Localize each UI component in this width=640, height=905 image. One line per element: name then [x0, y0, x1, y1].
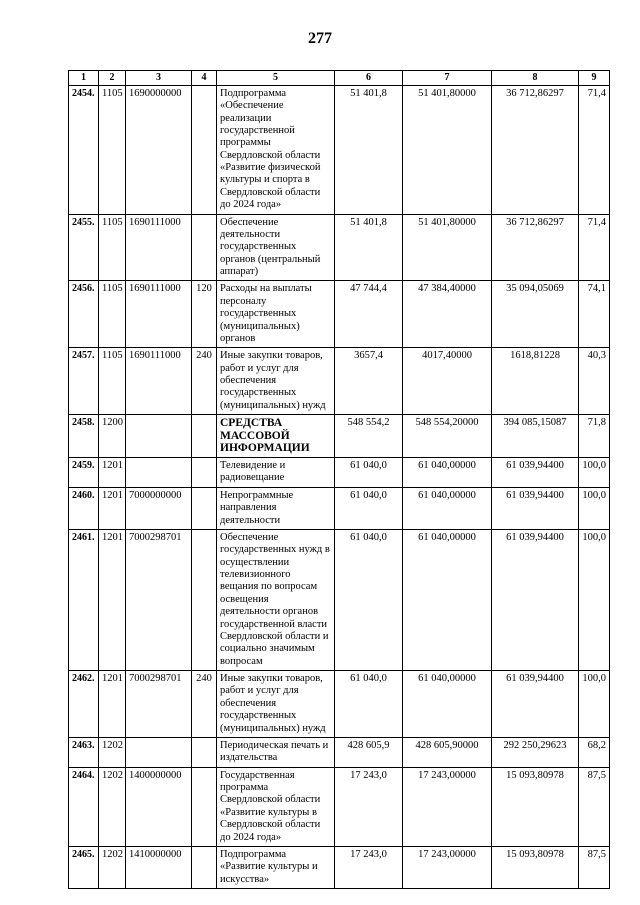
row-number: 2457.: [69, 348, 99, 415]
row-number: 2455.: [69, 214, 99, 281]
column-header: 2: [99, 71, 126, 86]
column-header: 7: [403, 71, 492, 86]
table-row: [69, 281, 610, 348]
section-code: 1201: [99, 529, 126, 670]
column-header: 8: [492, 71, 579, 86]
approved-amount: 428 605,9: [335, 737, 403, 767]
item-name: СРЕДСТВА МАССОВОЙ ИНФОРМАЦИИ: [217, 415, 335, 458]
table-row: [69, 737, 610, 767]
planned-amount: 428 605,90000: [403, 737, 492, 767]
item-name: Иные закупки товаров, работ и услуг для обеспечения государственных (муниципальных) нужд: [217, 348, 335, 415]
target-code: 1400000000: [126, 767, 192, 846]
column-header: 6: [335, 71, 403, 86]
executed-amount: 61 039,94400: [492, 671, 579, 738]
header-row: [69, 71, 610, 86]
table-row: [69, 767, 610, 846]
executed-amount: 292 250,29623: [492, 737, 579, 767]
item-name: Иные закупки товаров, работ и услуг для обеспечения государственных (муниципальных) нужд: [217, 671, 335, 738]
target-code: 7000298701: [126, 529, 192, 670]
planned-amount: 47 384,40000: [403, 281, 492, 348]
target-code: [126, 737, 192, 767]
row-number: 2458.: [69, 415, 99, 458]
item-name: Телевидение и радиовещание: [217, 458, 335, 488]
planned-amount: 61 040,00000: [403, 529, 492, 670]
execution-percent: 87,5: [579, 846, 610, 888]
planned-amount: 51 401,80000: [403, 85, 492, 214]
row-number: 2465.: [69, 846, 99, 888]
approved-amount: 3657,4: [335, 348, 403, 415]
executed-amount: 15 093,80978: [492, 846, 579, 888]
approved-amount: 61 040,0: [335, 458, 403, 488]
expense-type: [192, 415, 217, 458]
item-name: Расходы на выплаты персоналу государственных (муниципальных) органов: [217, 281, 335, 348]
executed-amount: 15 093,80978: [492, 767, 579, 846]
executed-amount: 394 085,15087: [492, 415, 579, 458]
approved-amount: 548 554,2: [335, 415, 403, 458]
expense-type: [192, 458, 217, 488]
approved-amount: 47 744,4: [335, 281, 403, 348]
planned-amount: 51 401,80000: [403, 214, 492, 281]
section-code: 1105: [99, 348, 126, 415]
column-header: 9: [579, 71, 610, 86]
execution-percent: 74,1: [579, 281, 610, 348]
row-number: 2456.: [69, 281, 99, 348]
execution-percent: 87,5: [579, 767, 610, 846]
target-code: 1690111000: [126, 348, 192, 415]
column-header: 3: [126, 71, 192, 86]
target-code: 1690111000: [126, 214, 192, 281]
page-number: 277: [308, 30, 332, 47]
expense-type: [192, 214, 217, 281]
table-row: [69, 85, 610, 214]
executed-amount: 61 039,94400: [492, 487, 579, 529]
execution-percent: 100,0: [579, 458, 610, 488]
execution-percent: 100,0: [579, 529, 610, 670]
expense-type: 240: [192, 348, 217, 415]
execution-percent: 100,0: [579, 487, 610, 529]
target-code: [126, 458, 192, 488]
expense-type: 240: [192, 671, 217, 738]
expense-type: [192, 85, 217, 214]
table-row: [69, 487, 610, 529]
execution-percent: 100,0: [579, 671, 610, 738]
target-code: [126, 415, 192, 458]
item-name: Периодическая печать и издательства: [217, 737, 335, 767]
item-name: Подпрограмма «Развитие культуры и искусства»: [217, 846, 335, 888]
planned-amount: 61 040,00000: [403, 458, 492, 488]
executed-amount: 61 039,94400: [492, 458, 579, 488]
section-code: 1105: [99, 214, 126, 281]
row-number: 2461.: [69, 529, 99, 670]
row-number: 2464.: [69, 767, 99, 846]
section-code: 1202: [99, 767, 126, 846]
approved-amount: 17 243,0: [335, 846, 403, 888]
item-name: Непрограммные направления деятельности: [217, 487, 335, 529]
approved-amount: 51 401,8: [335, 85, 403, 214]
table-row: [69, 846, 610, 888]
planned-amount: 4017,40000: [403, 348, 492, 415]
planned-amount: 61 040,00000: [403, 671, 492, 738]
table-row: [69, 348, 610, 415]
approved-amount: 51 401,8: [335, 214, 403, 281]
table-row: [69, 671, 610, 738]
row-number: 2459.: [69, 458, 99, 488]
column-header: 1: [69, 71, 99, 86]
target-code: 7000298701: [126, 671, 192, 738]
executed-amount: 36 712,86297: [492, 214, 579, 281]
section-code: 1202: [99, 737, 126, 767]
row-number: 2462.: [69, 671, 99, 738]
execution-percent: 71,8: [579, 415, 610, 458]
row-number: 2463.: [69, 737, 99, 767]
section-code: 1201: [99, 487, 126, 529]
section-code: 1105: [99, 281, 126, 348]
target-code: 1690111000: [126, 281, 192, 348]
expense-type: [192, 487, 217, 529]
expense-type: [192, 529, 217, 670]
expense-type: [192, 737, 217, 767]
target-code: 1410000000: [126, 846, 192, 888]
table-body: [69, 85, 610, 888]
executed-amount: 1618,81228: [492, 348, 579, 415]
executed-amount: 36 712,86297: [492, 85, 579, 214]
table-row: [69, 415, 610, 458]
executed-amount: 61 039,94400: [492, 529, 579, 670]
section-code: 1201: [99, 671, 126, 738]
column-header: 4: [192, 71, 217, 86]
planned-amount: 548 554,20000: [403, 415, 492, 458]
expense-type: [192, 767, 217, 846]
execution-percent: 40,3: [579, 348, 610, 415]
section-code: 1201: [99, 458, 126, 488]
expense-type: 120: [192, 281, 217, 348]
item-name: Обеспечение государственных нужд в осуществлении телевизионного вещания по вопросам освещения деятельности органов государственной власти Свердловской области и социально значимым вопросам: [217, 529, 335, 670]
table-row: [69, 529, 610, 670]
section-code: 1202: [99, 846, 126, 888]
section-code: 1200: [99, 415, 126, 458]
planned-amount: 17 243,00000: [403, 767, 492, 846]
budget-table: [68, 70, 610, 889]
row-number: 2460.: [69, 487, 99, 529]
expense-type: [192, 846, 217, 888]
item-name: Подпрограмма «Обеспечение реализации государственной программы Свердловской области «Развитие физической культуры и спорта в Свердловской области до 2024 года»: [217, 85, 335, 214]
approved-amount: 17 243,0: [335, 767, 403, 846]
planned-amount: 61 040,00000: [403, 487, 492, 529]
execution-percent: 68,2: [579, 737, 610, 767]
section-code: 1105: [99, 85, 126, 214]
table-row: [69, 458, 610, 488]
planned-amount: 17 243,00000: [403, 846, 492, 888]
execution-percent: 71,4: [579, 85, 610, 214]
target-code: 7000000000: [126, 487, 192, 529]
approved-amount: 61 040,0: [335, 529, 403, 670]
approved-amount: 61 040,0: [335, 671, 403, 738]
item-name: Государственная программа Свердловской области «Развитие культуры в Свердловской области до 2024 года»: [217, 767, 335, 846]
item-name: Обеспечение деятельности государственных органов (центральный аппарат): [217, 214, 335, 281]
column-header: 5: [217, 71, 335, 86]
executed-amount: 35 094,05069: [492, 281, 579, 348]
table-row: [69, 214, 610, 281]
target-code: 1690000000: [126, 85, 192, 214]
row-number: 2454.: [69, 85, 99, 214]
approved-amount: 61 040,0: [335, 487, 403, 529]
execution-percent: 71,4: [579, 214, 610, 281]
